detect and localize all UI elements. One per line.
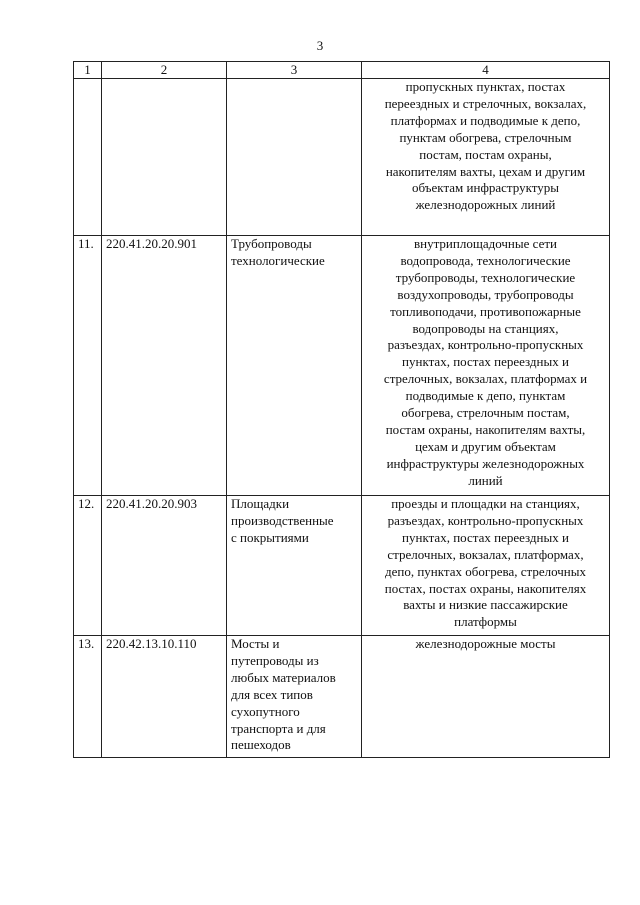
table-row — [74, 496, 610, 636]
row-code: 220.41.20.20.901 — [102, 236, 227, 496]
row-number: 12. — [74, 496, 102, 636]
row-number — [74, 79, 102, 236]
page-number: 3 — [316, 38, 324, 53]
document-table — [73, 61, 610, 758]
table-header-row — [74, 62, 610, 79]
table-row — [74, 236, 610, 496]
row-number: 13. — [74, 636, 102, 758]
row-description: железнодорожные мосты — [362, 636, 610, 758]
row-description: проезды и площадки на станциях, разъездах, контрольно-пропускных пунктах, постах переездных и стрелочных, вокзалах, платформах, депо, пунктах обогрева, стрелочных постах, постах охраны, накопителях вахты и низкие пассажирские платформы — [362, 496, 610, 636]
table-row — [74, 636, 610, 758]
table-row — [74, 79, 610, 236]
row-name — [227, 79, 362, 236]
header-col-4: 4 — [362, 62, 610, 79]
header-col-1: 1 — [74, 62, 102, 79]
row-number: 11. — [74, 236, 102, 496]
row-description: пропускных пунктах, постах переездных и стрелочных, вокзалах, платформах и подводимые к депо, пунктам обогрева, стрелочным постам, постам охраны, накопителям вахты, цехам и другим объектам инфраструктуры железнодорожных линий — [362, 79, 610, 236]
row-name: Мосты и путепроводы из любых материалов для всех типов сухопутного транспорта и для пешеходов — [227, 636, 362, 758]
row-description: внутриплощадочные сети водопровода, технологические трубопроводы, технологические воздухопроводы, трубопроводы топливоподачи, противопожарные водопроводы на станциях, разъездах, контрольно-пропускных пунктах, постах переездных и стрелочных, вокзалах, платформах и подводимые к депо, пунктам обогрева, стрелочным постам, постам охраны, накопителям вахты, цехам и другим объектам инфраструктуры железнодорожных линий — [362, 236, 610, 496]
row-code — [102, 79, 227, 236]
header-col-3: 3 — [227, 62, 362, 79]
row-code: 220.41.20.20.903 — [102, 496, 227, 636]
row-name: Трубопроводы технологические — [227, 236, 362, 496]
row-code: 220.42.13.10.110 — [102, 636, 227, 758]
row-name: Площадки производственные с покрытиями — [227, 496, 362, 636]
header-col-2: 2 — [102, 62, 227, 79]
